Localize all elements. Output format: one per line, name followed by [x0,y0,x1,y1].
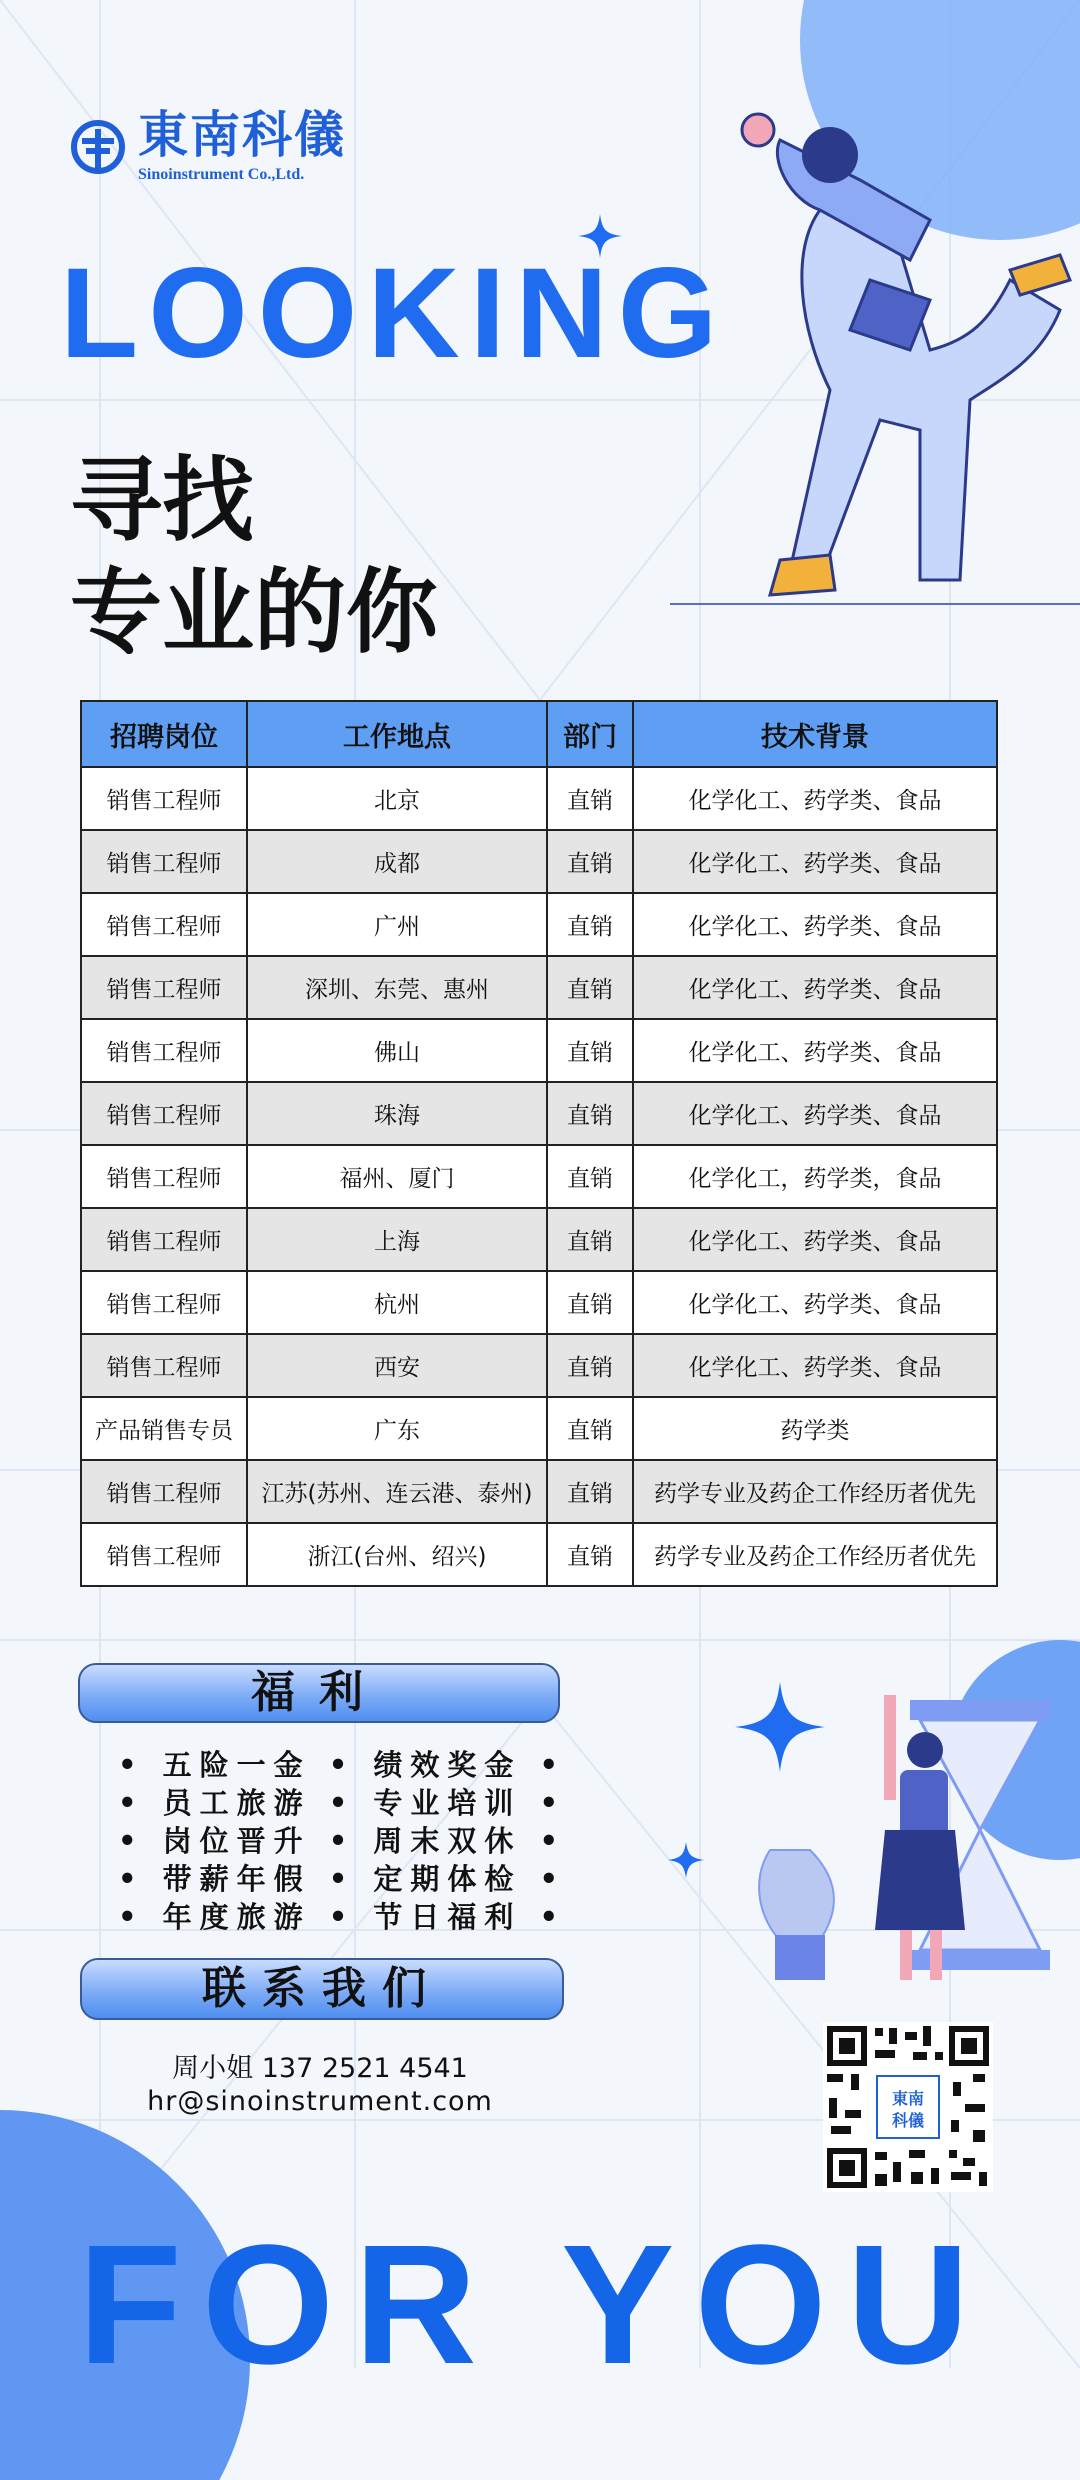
table-row [81,1523,997,1586]
cell-position: 销售工程师 [81,1460,247,1523]
cell-location: 佛山 [247,1019,547,1082]
cell-department: 直销 [547,956,633,1019]
cell-background: 药学类 [633,1397,997,1460]
logo-mark-icon [70,119,126,175]
jobs-table [80,700,998,1587]
cell-location: 杭州 [247,1271,547,1334]
cell-location: 浙江(台州、绍兴) [247,1523,547,1586]
cell-position: 销售工程师 [81,1019,247,1082]
cell-background: 化学化工、药学类、食品 [633,893,997,956]
cell-department: 直销 [547,830,633,893]
cell-location: 江苏(苏州、连云港、泰州) [247,1460,547,1523]
cell-department: 直销 [547,1145,633,1208]
cell-location: 西安 [247,1334,547,1397]
cell-position: 销售工程师 [81,1145,247,1208]
cell-position: 销售工程师 [81,1523,247,1586]
looking-heading: LOOKING [60,242,728,385]
cell-location: 珠海 [247,1082,547,1145]
cell-department: 直销 [547,1523,633,1586]
cell-department: 直销 [547,893,633,956]
qr-label-line2: 科儀 [891,2111,925,2130]
header-department: 部门 [547,701,633,767]
cell-position: 销售工程师 [81,767,247,830]
cell-background: 化学化工、药学类、食品 [633,767,997,830]
table-row [81,1145,997,1208]
cell-background: 化学化工、药学类、食品 [633,1019,997,1082]
header-position: 招聘岗位 [81,701,247,767]
hero-line-2: 专业的你 [70,559,439,667]
hero-line-1: 寻找 [70,447,255,554]
cell-position: 销售工程师 [81,1271,247,1334]
table-row [81,956,997,1019]
benefit-row: • 岗位晋升 • 周末双休 • [118,1824,566,1858]
logo-english-name: Sinoinstrument Co.,Ltd. [138,166,305,183]
benefit-row: • 员工旅游 • 专业培训 • [118,1786,566,1820]
cell-background: 药学专业及药企工作经历者优先 [633,1460,997,1523]
cell-department: 直销 [547,1082,633,1145]
cell-position: 产品销售专员 [81,1397,247,1460]
cell-background: 化学化工、药学类、食品 [633,1208,997,1271]
hero-headline [70,445,438,669]
cell-location: 广东 [247,1397,547,1460]
running-person-illustration [670,100,1080,620]
table-row [81,1019,997,1082]
cell-position: 销售工程师 [81,830,247,893]
cell-position: 销售工程师 [81,893,247,956]
benefit-row: • 带薪年假 • 定期体检 • [118,1862,566,1896]
contact-phone[interactable]: 周小姐 137 2521 4541 [172,2053,468,2084]
cell-position: 销售工程师 [81,1082,247,1145]
header-location: 工作地点 [247,701,547,767]
table-row [81,1460,997,1523]
cell-background: 化学化工、药学类、食品 [633,1082,997,1145]
cell-background: 药学专业及药企工作经历者优先 [633,1523,997,1586]
cell-department: 直销 [547,1460,633,1523]
header-background: 技术背景 [633,701,997,767]
table-header-row [81,701,997,767]
welfare-heading: 福利 [78,1663,560,1723]
cell-department: 直销 [547,1334,633,1397]
table-row [81,893,997,956]
benefit-row: • 五险一金 • 绩效奖金 • [118,1748,566,1782]
cell-location: 广州 [247,893,547,956]
cell-location: 北京 [247,767,547,830]
sparkle-icon [668,1842,704,1878]
table-row [81,1334,997,1397]
qr-label-line1: 東南 [891,2089,925,2108]
table-row [81,1397,997,1460]
contact-info [80,2052,560,2118]
benefits-list [118,1743,566,1933]
cell-background: 化学化工、药学类、食品 [633,1334,997,1397]
table-row [81,1271,997,1334]
cell-location: 福州、厦门 [247,1145,547,1208]
cell-background: 化学化工、药学类、食品 [633,956,997,1019]
cell-department: 直销 [547,1271,633,1334]
for-you-heading: FOR YOU [78,2210,990,2400]
cell-department: 直销 [547,1019,633,1082]
logo-chinese-name: 東南科儀 [138,105,346,164]
table-row [81,1082,997,1145]
benefit-row: • 年度旅游 • 节日福利 • [118,1900,566,1934]
cell-location: 上海 [247,1208,547,1271]
table-row [81,767,997,830]
qr-code[interactable] [823,2022,993,2192]
cell-location: 深圳、东莞、惠州 [247,956,547,1019]
cell-position: 销售工程师 [81,956,247,1019]
cell-background: 化学化工，药学类，食品 [633,1145,997,1208]
contact-heading: 联系我们 [80,1958,564,2020]
table-row [81,830,997,893]
cell-background: 化学化工、药学类、食品 [633,1271,997,1334]
cell-department: 直销 [547,1208,633,1271]
woman-hourglass-illustration [740,1680,1080,2010]
cell-background: 化学化工、药学类、食品 [633,830,997,893]
cell-location: 成都 [247,830,547,893]
cell-department: 直销 [547,767,633,830]
company-logo [70,105,346,184]
contact-email[interactable]: hr@sinoinstrument.com [147,2086,493,2117]
table-row [81,1208,997,1271]
cell-position: 销售工程师 [81,1208,247,1271]
cell-department: 直销 [547,1397,633,1460]
cell-position: 销售工程师 [81,1334,247,1397]
